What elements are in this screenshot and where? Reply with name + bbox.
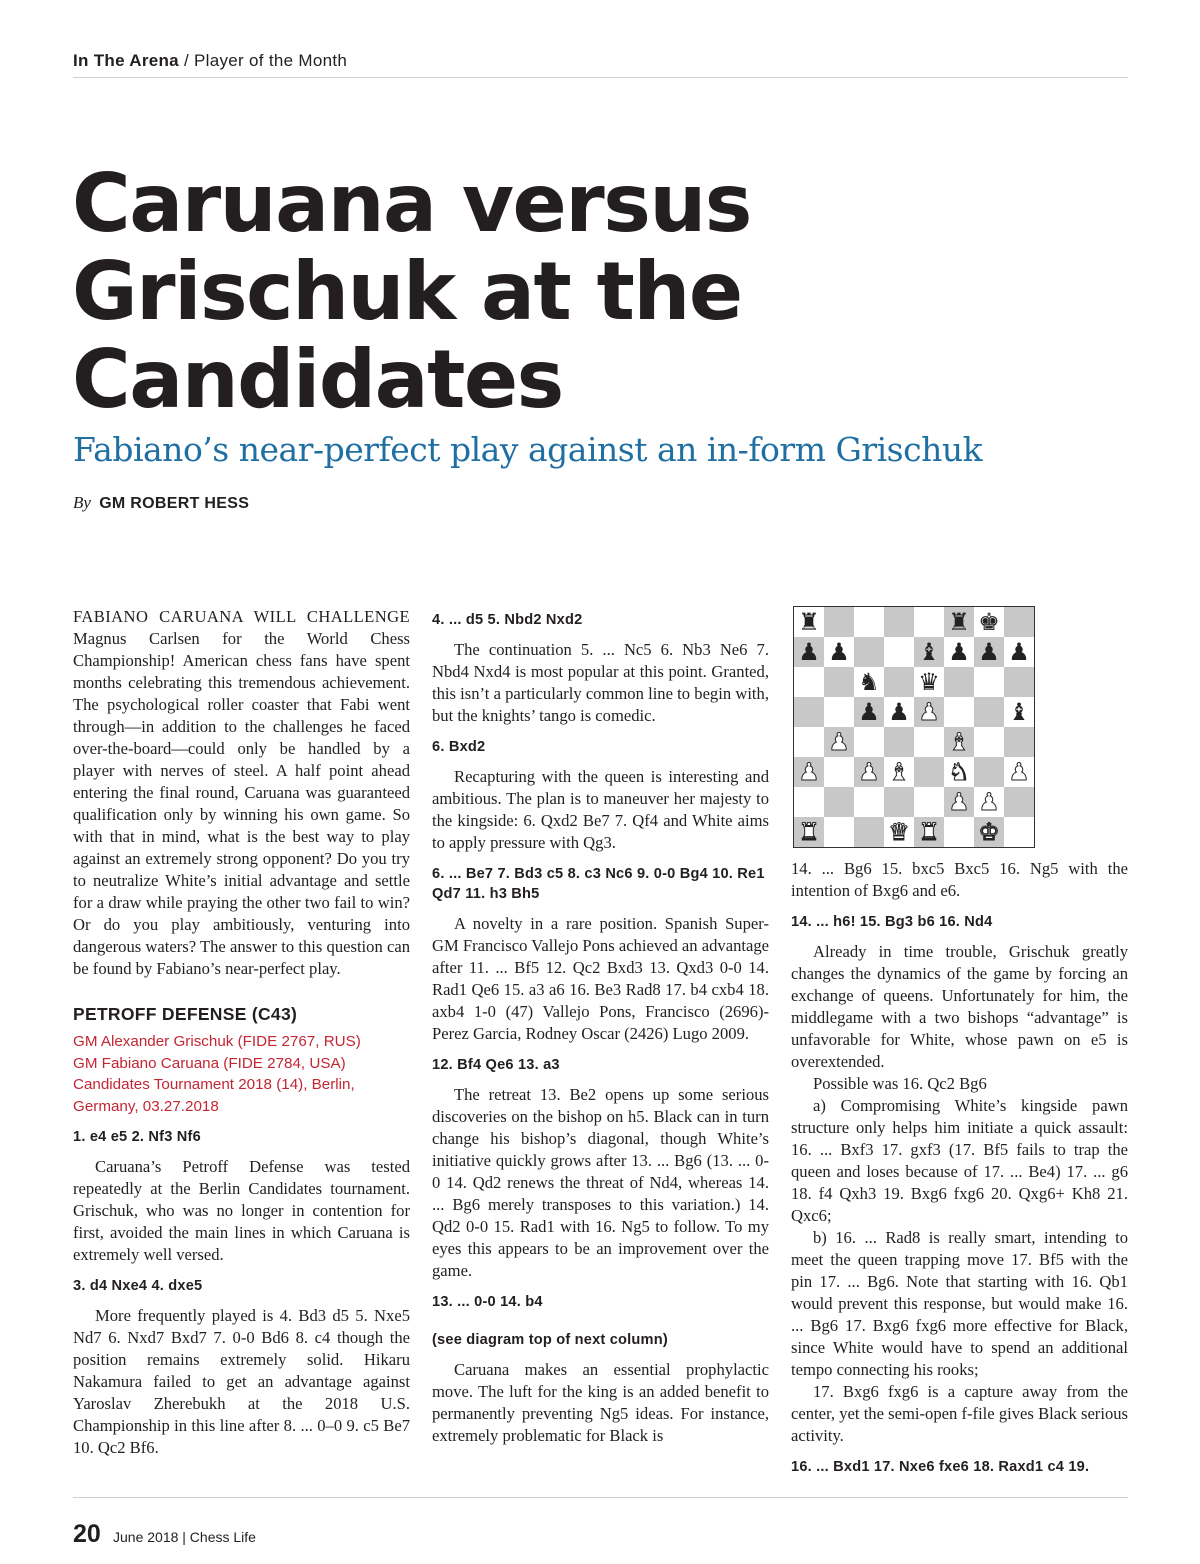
board-square [974,667,1004,697]
annotation-paragraph: a) Compromising White’s kingside pawn structure only helps him initiate a quick assault: 16. ... Bxf3 17. gxf3 (17. Bf5 fails to trap the queen and loses because of 17. ... Be4) 17. ... g6 18. f4 Qxh3 19. Bxg6 fxg6 20. Qxg6+ Kh8 21. Qxc6; [791,1096,1128,1225]
board-square [914,667,944,697]
white-pawn-icon: ♟ [798,758,820,786]
diagram-note: (see diagram top of next column) [432,1332,668,1348]
board-square [854,757,884,787]
board-square [884,637,914,667]
white-pawn-icon: ♟ [918,698,940,726]
black-pawn-icon: ♟ [1008,638,1030,666]
white-pawn-icon: ♟ [948,788,970,816]
board-square [794,727,824,757]
board-square [1004,757,1034,787]
board-square [794,757,824,787]
board-square [824,607,854,637]
board-square [854,817,884,847]
board-square [1004,607,1034,637]
board-square [974,787,1004,817]
board-square [1004,637,1034,667]
black-king-icon: ♚ [978,608,1000,636]
board-square [944,787,974,817]
column-3 [791,606,1128,1486]
page-number: 20 [73,1520,101,1548]
board-square [1004,727,1034,757]
board-square [824,697,854,727]
board-square [824,817,854,847]
move-line: 3. d4 Nxe4 4. dxe5 [73,1278,203,1294]
board-square [974,727,1004,757]
black-queen-icon: ♛ [918,668,940,696]
board-square [824,757,854,787]
white-pawn-icon: ♟ [858,758,880,786]
board-square [854,787,884,817]
white-player: GM Alexander Grischuk (FIDE 2767, RUS) [73,1033,361,1050]
move-line: 6. Bxd2 [432,739,486,755]
board-square [944,817,974,847]
white-bishop-icon: ♝ [948,728,970,756]
board-square [794,817,824,847]
intro-text: Magnus Carlsen for the World Chess Championship! American chess fans have spent months celebrating this tremendous achievement. The psychological roller coaster that Fabi went through—in addition to the challenges he faced over-the-board—could only be handled by a player with nerves of steel. A half point ahead entering the final round, Caruana was guaranteed qualification only by winning his own game. So with that in mind, what is the best way to play against an extremely strong opponent? Do you try to neutralize White’s initial advantage and settle for a draw while praying the other two fail to win? Or do you play ambitiously, venturing into dangerous waters? The answer to this question can be found by Fabiano’s near-perfect play. [73,629,410,978]
column-2 [432,606,769,1447]
annotation-paragraph: Already in time trouble, Grischuk greatly changes the dynamics of the game by forcing an exchange of queens. Unfortunately for him, the middlegame with a two bishops “advantage” is unfavorable for White, whose pawn on e5 is overextended. [791,942,1128,1071]
board-square [914,637,944,667]
white-king-icon: ♚ [978,818,1000,846]
black-pawn-icon: ♟ [888,698,910,726]
board-square [884,727,914,757]
black-rook-icon: ♜ [798,608,820,636]
white-queen-icon: ♛ [888,818,910,846]
black-pawn-icon: ♟ [798,638,820,666]
board-square [824,727,854,757]
board-square [944,607,974,637]
board-square [884,697,914,727]
annotation-paragraph: The continuation 5. ... Nc5 6. Nb3 Ne6 7. Nbd4 Nxd4 is most popular at this point. Granted, this isn’t a particularly common line to begin with, but the knights’ tango is comedic. [432,640,769,725]
column-1 [73,606,410,1459]
board-square [1004,817,1034,847]
game-info [73,1031,410,1117]
board-square [824,637,854,667]
annotation-paragraph: Recapturing with the queen is interesting and ambitious. The plan is to maneuver her majesty to the kingside: 6. Qxd2 Be7 7. Qf4 and White aims to apply pressure with Qg3. [432,767,769,852]
board-square [794,667,824,697]
board-square [914,817,944,847]
annotation-paragraph: b) 16. ... Rad8 is really smart, intending to meet the queen trapping move 17. Bf5 with the pin 17. ... Bg6. Note that starting with 16. Qb1 would prevent this response, but would make 16. ... Bg6 17. Bxg6 fxg6 more effective for Black, since White would have to spend an additional tempo connecting his rooks; [791,1228,1128,1379]
board-square [914,757,944,787]
white-pawn-icon: ♟ [1008,758,1030,786]
board-square [974,817,1004,847]
move-line: 12. Bf4 Qe6 13. a3 [432,1057,560,1073]
board-square [824,667,854,697]
annotation-paragraph: The retreat 13. Be2 opens up some serious discoveries on the bishop on h5. Black can in turn change his bishop’s diagonal, though White’s initiative quickly grows after 13. ... Bg6 (13. ... 0-0 14. Qd2 renews the threat of Nd4, whereas 14. ... Bg6 merely transposes to this variation.) 14. Qd2 0-0 15. Rad1 with 16. Ng5 to follow. To my eyes this appears to be an improvement over the game. [432,1085,769,1280]
intro-lead: FABIANO CARUANA WILL CHALLENGE [73,607,410,626]
board-square [944,667,974,697]
chess-board [793,606,1035,848]
annotation-paragraph: 17. Bxg6 fxg6 is a capture away from the center, yet the semi-open f-file gives Black serious activity. [791,1382,1128,1445]
board-square [944,727,974,757]
board-square [974,607,1004,637]
move-line: 4. ... d5 5. Nbd2 Nxd2 [432,612,583,628]
board-square [884,607,914,637]
byline-author: GM ROBERT HESS [99,495,250,512]
board-square [974,757,1004,787]
black-knight-icon: ♞ [858,668,880,696]
board-square [854,697,884,727]
article-title: Caruana versus Grischuk at the Candidates [72,157,751,426]
board-square [914,727,944,757]
running-header [73,51,1128,78]
white-pawn-icon: ♟ [978,788,1000,816]
black-player: GM Fabiano Caruana (FIDE 2784, USA) [73,1054,346,1072]
board-square [824,787,854,817]
annotation-paragraph: 14. ... Bg6 15. bxc5 Bxc5 16. Ng5 with the intention of Bxg6 and e6. [791,859,1128,900]
section-name: In The Arena [73,51,179,70]
move-line: 14. ... h6! 15. Bg3 b6 16. Nd4 [791,914,993,930]
board-square [974,697,1004,727]
board-square [914,787,944,817]
black-pawn-icon: ♟ [828,638,850,666]
board-square [854,607,884,637]
board-square [974,637,1004,667]
chess-diagram [793,606,1039,846]
black-pawn-icon: ♟ [858,698,880,726]
white-bishop-icon: ♝ [888,758,910,786]
black-bishop-icon: ♝ [1008,698,1030,726]
board-square [1004,697,1034,727]
event-info: Candidates Tournament 2018 (14), Berlin, Germany, 03.27.2018 [73,1076,355,1115]
black-pawn-icon: ♟ [978,638,1000,666]
byline [73,493,249,513]
white-rook-icon: ♜ [918,818,940,846]
board-square [794,697,824,727]
annotation-paragraph: Caruana makes an essential prophylactic move. The luft for the king is an added benefit to permanently preventing Ng5 ideas. For instance, extremely problematic for Black is [432,1360,769,1445]
annotation-paragraph: A novelty in a rare position. Spanish Super-GM Francisco Vallejo Pons achieved an advantage after 11. ... Bf5 12. Qc2 Bxd3 13. Qxd3 0-0 14. Rad1 Qe6 15. a3 a6 16. Be3 Rad8 17. b4 cxb4 18. axb4 1-0 (47) Vallejo Pons, Francisco (2696)-Perez Garcia, Rodney Oscar (2426) Lugo 2009. [432,914,770,1043]
board-square [884,817,914,847]
board-square [914,697,944,727]
white-knight-icon: ♞ [948,758,970,786]
annotation-paragraph: Caruana’s Petroff Defense was tested repeatedly at the Berlin Candidates tournament. Grischuk, who was no longer in contention for first, avoided the main lines in which Caruana is extremely well versed. [73,1157,410,1264]
board-square [794,787,824,817]
annotation-paragraph: Possible was 16. Qc2 Bg6 [813,1074,987,1093]
white-pawn-icon: ♟ [828,728,850,756]
intro-paragraph [73,606,410,980]
byline-by: By [73,493,91,512]
board-square [1004,667,1034,697]
move-line: 1. e4 e5 2. Nf3 Nf6 [73,1129,201,1145]
board-square [854,667,884,697]
board-square [794,637,824,667]
board-square [854,727,884,757]
board-square [944,637,974,667]
board-square [944,757,974,787]
black-pawn-icon: ♟ [948,638,970,666]
board-square [884,667,914,697]
issue-info: June 2018 | Chess Life [113,1529,256,1545]
page-footer [73,1497,1128,1548]
board-square [884,787,914,817]
board-square [854,637,884,667]
board-square [884,757,914,787]
board-square [1004,787,1034,817]
board-square [794,607,824,637]
opening-heading: PETROFF DEFENSE (C43) [73,1004,298,1024]
header-separator: / [178,51,195,70]
board-square [944,697,974,727]
black-rook-icon: ♜ [948,608,970,636]
subsection-name: Player of the Month [194,51,348,70]
move-line: 16. ... Bxd1 17. Nxe6 fxe6 18. Raxd1 c4 19. [791,1459,1090,1475]
black-bishop-icon: ♝ [918,638,940,666]
move-line: 6. ... Be7 7. Bd3 c5 8. c3 Nc6 9. 0-0 Bg4 10. Re1 Qd7 11. h3 Bh5 [432,866,765,902]
white-rook-icon: ♜ [798,818,820,846]
board-square [914,607,944,637]
annotation-paragraph: More frequently played is 4. Bd3 d5 5. Nxe5 Nd7 6. Nxd7 Bxd7 7. 0-0 Bd6 8. c4 though the position remains extremely solid. Hikaru Nakamura failed to get an advantage against Yaroslav Zherebukh at the 2018 U.S. Championship in this line after 8. ... 0–0 9. c5 Be7 10. Qc2 Bf6. [73,1306,410,1457]
move-line: 13. ... 0-0 14. b4 [432,1294,543,1310]
article-subtitle: Fabiano’s near-perfect play against an in-form Grischuk [73,430,983,469]
